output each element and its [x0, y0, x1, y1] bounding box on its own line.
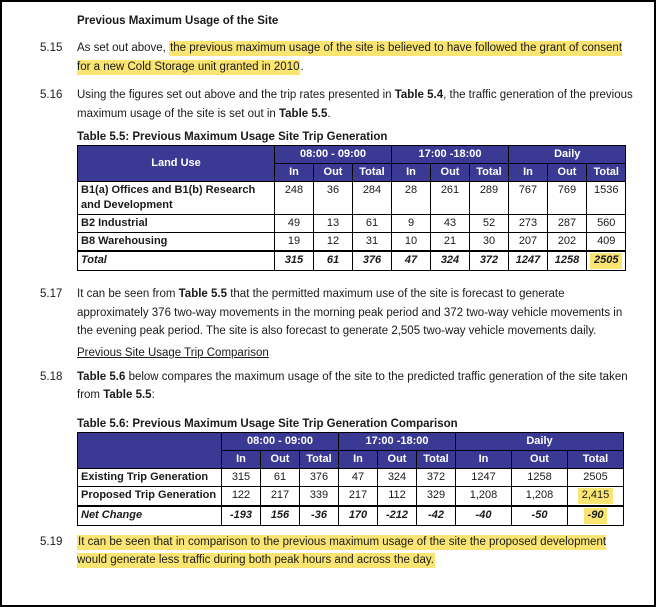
data-cell: 339: [300, 486, 339, 506]
text-run: .: [300, 60, 304, 73]
data-cell: 43: [431, 215, 470, 233]
data-cell: 324: [378, 468, 417, 486]
corner-header: [78, 432, 222, 468]
data-cell: -40: [456, 506, 512, 526]
text-run: As set out above,: [77, 42, 170, 54]
column-subheader: Total: [353, 164, 392, 182]
paragraph-5-19: [2, 533, 654, 570]
table-body: [78, 182, 626, 271]
column-subheader: Total: [417, 450, 456, 468]
data-cell: 13: [314, 215, 353, 233]
data-cell: 47: [392, 251, 431, 271]
row-label: B8 Warehousing: [78, 233, 275, 252]
table-header: [78, 432, 624, 468]
data-cell: 28: [392, 182, 431, 215]
data-cell: 30: [470, 233, 509, 252]
column-subheader: Total: [568, 450, 624, 468]
row-label: B2 Industrial: [78, 215, 275, 233]
data-cell: 2505: [568, 468, 624, 486]
data-cell: 217: [261, 486, 300, 506]
data-cell: 315: [275, 251, 314, 271]
paragraph-text: [77, 86, 633, 123]
data-cell: 10: [392, 233, 431, 252]
paragraph-number: 5.18: [40, 370, 63, 383]
column-subheader: Out: [512, 450, 568, 468]
column-subheader: In: [275, 164, 314, 182]
column-group-header: Daily: [509, 146, 626, 164]
data-cell: 767: [509, 182, 548, 215]
text-run: , the traffic generation of the previous maximum usage of the site is set out in: [77, 89, 633, 120]
paragraph-5-17: [2, 285, 654, 341]
paragraph-number: 5.16: [40, 89, 63, 101]
column-subheader: Out: [431, 164, 470, 182]
column-subheader: Out: [261, 450, 300, 468]
column-group-header: 17:00 -18:00: [339, 432, 456, 450]
table-row: [78, 486, 624, 506]
table-body: [78, 468, 624, 525]
text-run: :: [151, 389, 155, 401]
data-cell: -50: [512, 506, 568, 526]
table-5-6-title: Table 5.6: Previous Maximum Usage Site Trip Generation Comparison: [77, 417, 458, 430]
data-cell: 284: [353, 182, 392, 215]
data-cell: -36: [300, 506, 339, 526]
table-row: [78, 215, 626, 233]
data-cell: 376: [300, 468, 339, 486]
highlighted-text: It can be seen that in comparison to the previous maximum usage of the site the proposed development would generate less traffic during both peak hours and across the day.: [77, 535, 607, 566]
column-subheader: Out: [378, 450, 417, 468]
data-cell: 202: [548, 233, 587, 252]
data-cell: 248: [275, 182, 314, 215]
data-cell: 12: [314, 233, 353, 252]
column-subheader: Out: [548, 164, 587, 182]
data-cell: 560: [587, 215, 626, 233]
highlighted-text: the previous maximum usage of the site is believed to have followed the grant of consent for a new Cold Storage unit granted in 2010: [77, 42, 623, 73]
data-cell: 9: [392, 215, 431, 233]
column-group-header: Daily: [456, 432, 624, 450]
highlighted-value: 2,415: [578, 488, 614, 504]
data-cell: [587, 251, 626, 271]
row-label: Total: [78, 251, 275, 271]
data-cell: [568, 486, 624, 506]
paragraph-number: 5.19: [40, 535, 63, 548]
column-subheader: In: [456, 450, 512, 468]
table-row: [78, 506, 624, 526]
corner-header: Land Use: [78, 146, 275, 182]
data-cell: 49: [275, 215, 314, 233]
data-cell: 61: [261, 468, 300, 486]
table-row: [78, 468, 624, 486]
paragraph-text: [77, 39, 633, 76]
column-subheader: Total: [470, 164, 509, 182]
table-5-5: [77, 145, 626, 271]
column-subheader: In: [339, 450, 378, 468]
table-row: [78, 182, 626, 215]
text-run: below compares the maximum usage of the site to the predicted traffic generation of the site taken from: [77, 370, 628, 401]
table-row: [78, 251, 626, 271]
column-group-header: 17:00 -18:00: [392, 146, 509, 164]
data-cell: 47: [339, 468, 378, 486]
text-run: .: [327, 107, 331, 120]
data-cell: 324: [431, 251, 470, 271]
data-cell: 372: [470, 251, 509, 271]
data-cell: [568, 506, 624, 526]
data-cell: 769: [548, 182, 587, 215]
data-cell: 19: [275, 233, 314, 252]
table-header: [78, 146, 626, 182]
data-cell: 61: [353, 215, 392, 233]
data-cell: 112: [378, 486, 417, 506]
column-subheader: In: [509, 164, 548, 182]
data-cell: 61: [314, 251, 353, 271]
row-label: Existing Trip Generation: [78, 468, 222, 486]
highlighted-value: -90: [584, 508, 608, 524]
data-cell: 1247: [509, 251, 548, 271]
data-cell: 1247: [456, 468, 512, 486]
column-group-header: 08:00 - 09:00: [275, 146, 392, 164]
data-cell: -193: [222, 506, 261, 526]
data-cell: 1258: [548, 251, 587, 271]
paragraph-number: 5.15: [40, 42, 63, 54]
paragraph-5-15: [2, 39, 654, 76]
column-subheader: Out: [314, 164, 353, 182]
table-row: [78, 233, 626, 252]
text-run: It can be seen from: [77, 288, 179, 300]
column-subheader: In: [392, 164, 431, 182]
column-subheader: In: [222, 450, 261, 468]
paragraph-5-18: [2, 368, 654, 405]
data-cell: 122: [222, 486, 261, 506]
data-cell: 409: [587, 233, 626, 252]
text-run: Using the figures set out above and the trip rates presented in: [77, 89, 395, 101]
data-cell: -42: [417, 506, 456, 526]
text-run: that the permitted maximum use of the site is forecast to generate approximately 376 two-way movements in the morning peak period and 372 two-way vehicle movements in the evening peak period. The site is also forecast to generate 2,505 two-way vehicle movements daily.: [77, 288, 623, 337]
table-5-5-title: Table 5.5: Previous Maximum Usage Site Trip Generation: [77, 131, 388, 143]
highlighted-value: 2505: [590, 253, 622, 269]
data-cell: 1,208: [512, 486, 568, 506]
data-cell: 329: [417, 486, 456, 506]
data-cell: 156: [261, 506, 300, 526]
data-cell: 261: [431, 182, 470, 215]
data-cell: 21: [431, 233, 470, 252]
data-cell: 52: [470, 215, 509, 233]
header-row: [78, 432, 624, 450]
column-subheader: Total: [300, 450, 339, 468]
subsection-heading: Previous Site Usage Trip Comparison: [77, 346, 269, 359]
data-cell: 36: [314, 182, 353, 215]
paragraph-number: 5.17: [40, 288, 63, 300]
data-cell: 1,208: [456, 486, 512, 506]
text-run: Table 5.6: [77, 370, 126, 383]
text-run: Table 5.4: [394, 89, 444, 101]
paragraph-5-16: [2, 86, 654, 123]
text-run: Table 5.5: [178, 288, 228, 300]
data-cell: 376: [353, 251, 392, 271]
row-label: Proposed Trip Generation: [78, 486, 222, 506]
column-subheader: Total: [587, 164, 626, 182]
data-cell: 289: [470, 182, 509, 215]
text-run: Table 5.5: [278, 107, 328, 120]
data-cell: 315: [222, 468, 261, 486]
data-cell: 217: [339, 486, 378, 506]
data-cell: 207: [509, 233, 548, 252]
section-heading: Previous Maximum Usage of the Site: [77, 15, 279, 27]
data-cell: 1258: [512, 468, 568, 486]
data-cell: 273: [509, 215, 548, 233]
data-cell: 31: [353, 233, 392, 252]
header-row: [78, 146, 626, 164]
column-group-header: 08:00 - 09:00: [222, 432, 339, 450]
paragraph-text: [77, 368, 633, 405]
table-5-6: [77, 432, 624, 526]
row-label: B1(a) Offices and B1(b) Research and Development: [78, 182, 275, 215]
row-label: Net Change: [78, 506, 222, 526]
data-cell: 170: [339, 506, 378, 526]
paragraph-text: [77, 285, 633, 341]
paragraph-text: [77, 533, 633, 570]
text-run: Table 5.5: [103, 389, 152, 401]
data-cell: 1536: [587, 182, 626, 215]
data-cell: -212: [378, 506, 417, 526]
data-cell: 372: [417, 468, 456, 486]
data-cell: 287: [548, 215, 587, 233]
